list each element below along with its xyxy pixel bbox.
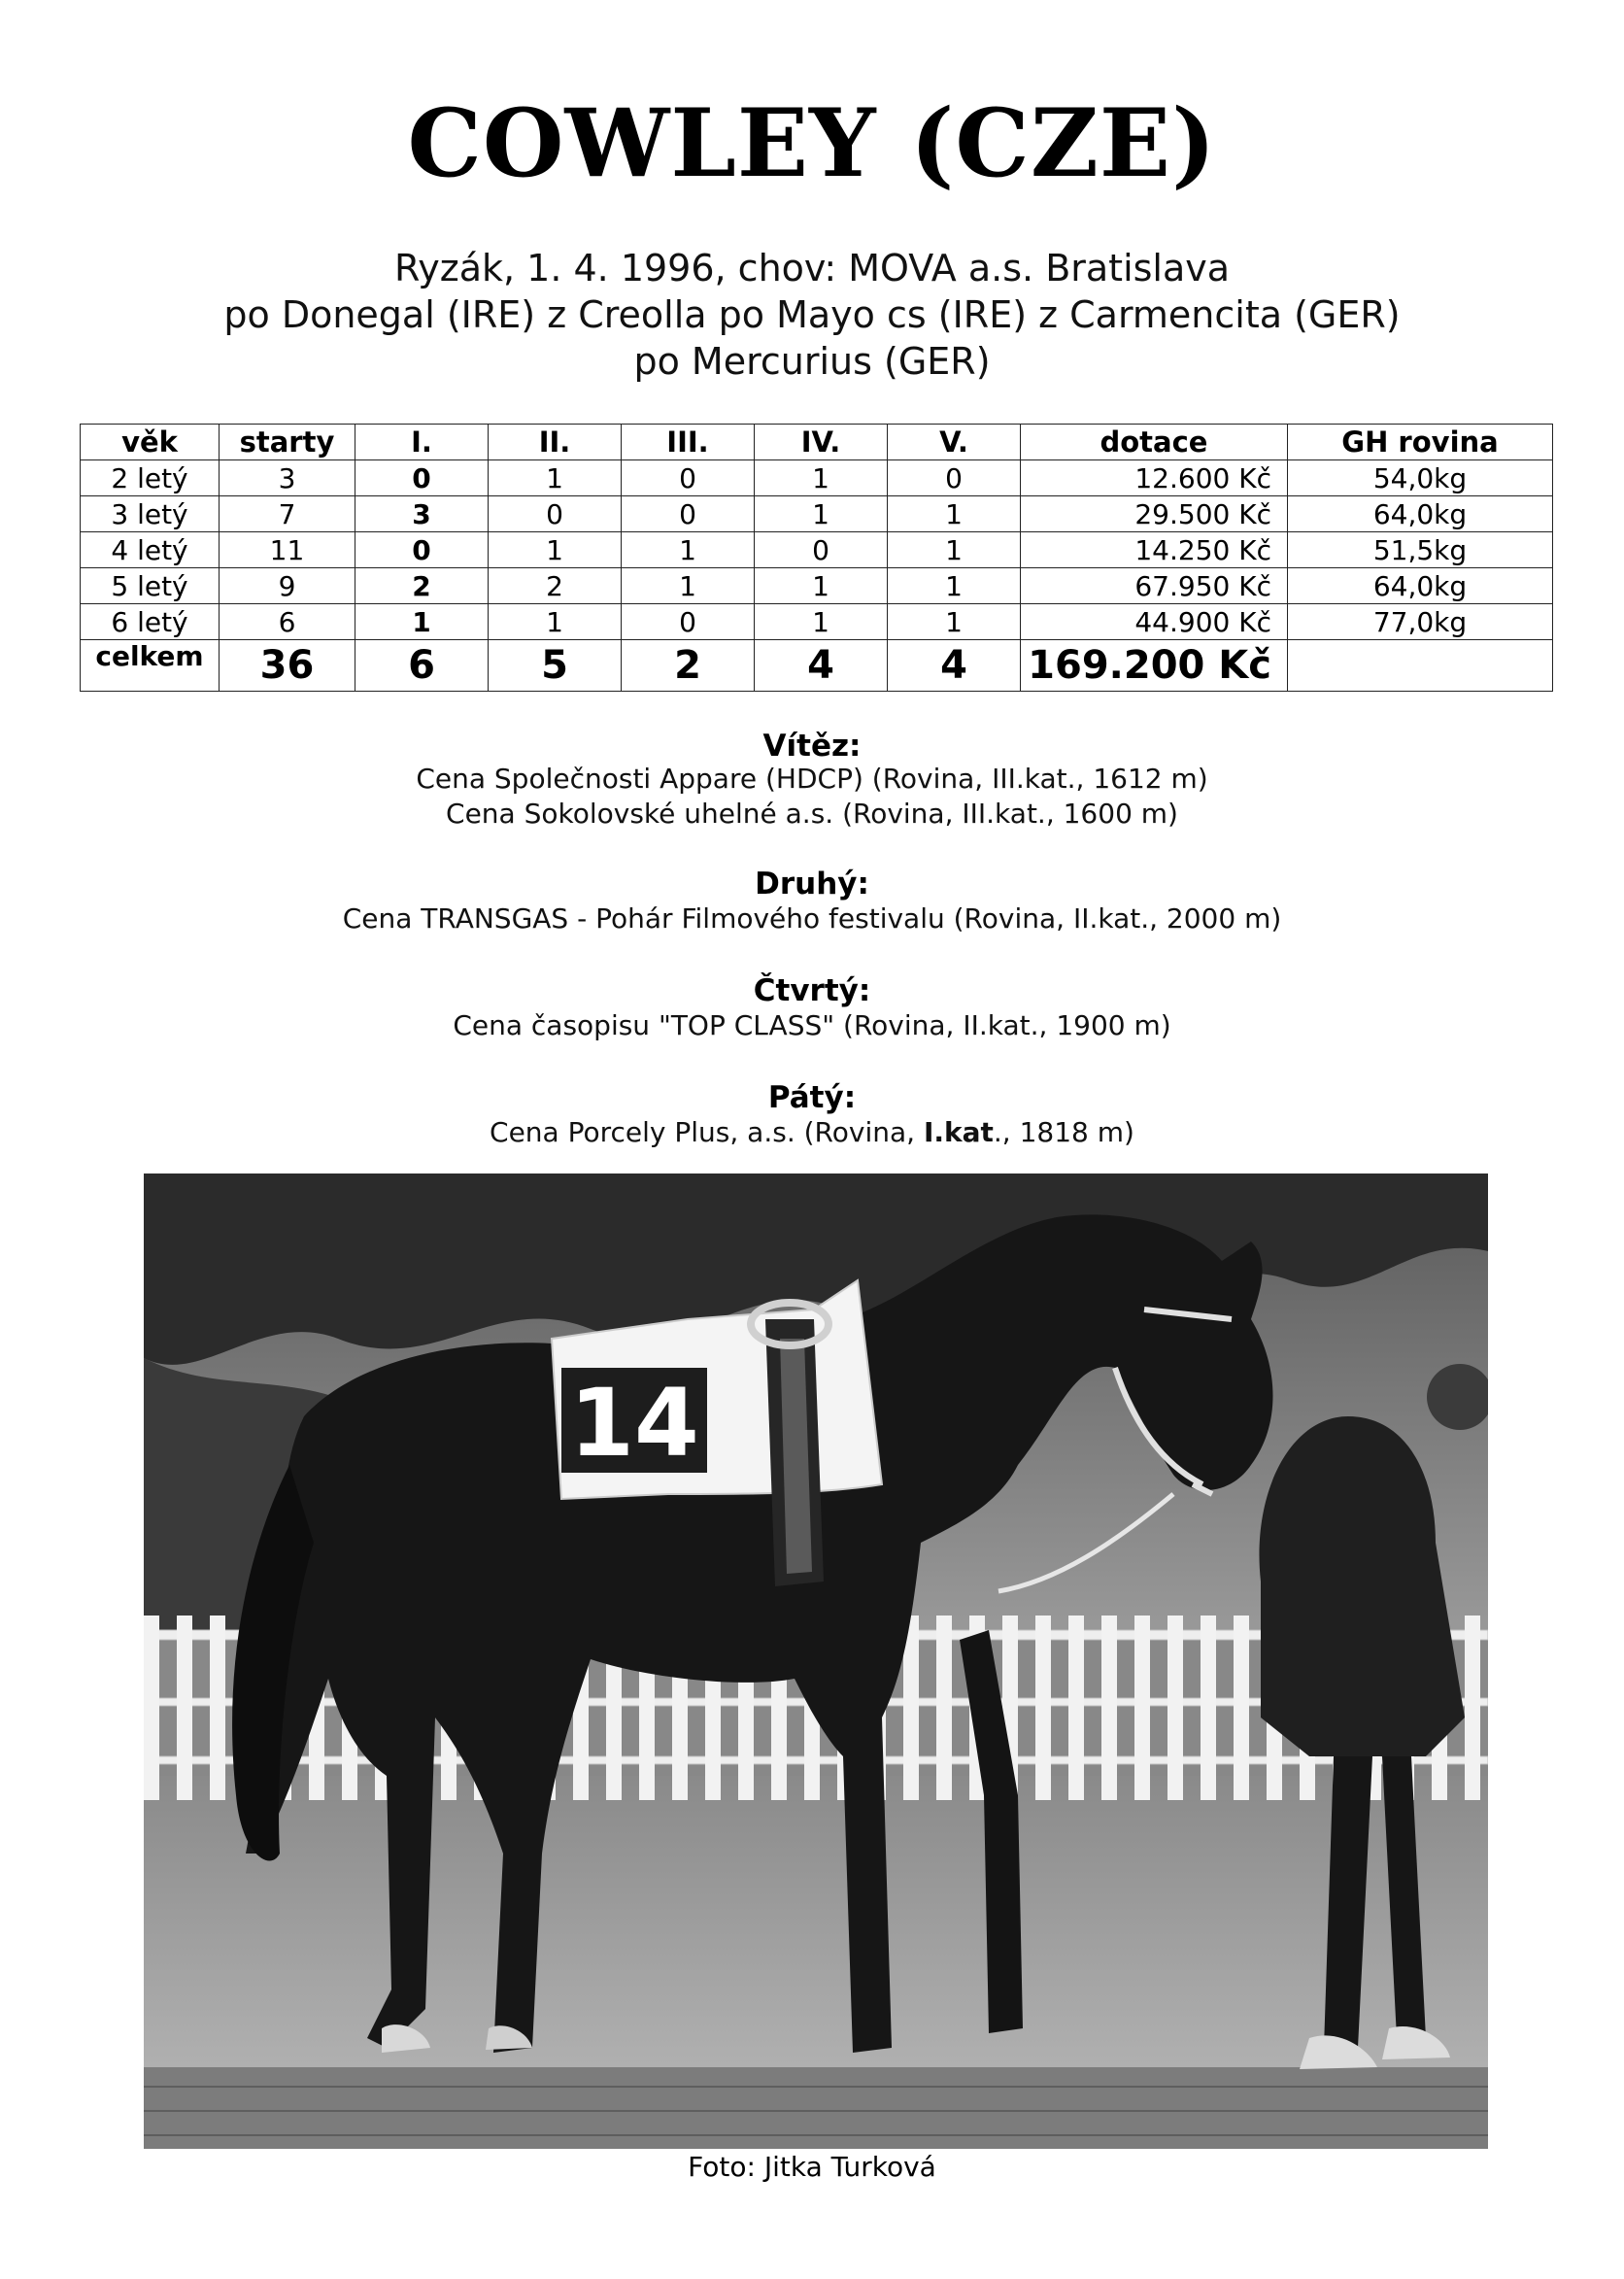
cell-starts: 11 xyxy=(220,532,355,568)
cell-prize: 12.600 Kč xyxy=(1021,460,1288,496)
winner-race-1: Cena Společnosti Appare (HDCP) (Rovina, III.kat., 1612 m) xyxy=(416,763,1208,795)
total-first: 6 xyxy=(355,640,489,692)
cell-weight: 54,0kg xyxy=(1288,460,1553,496)
cell-second: 1 xyxy=(489,460,622,496)
cell-second: 1 xyxy=(489,604,622,640)
fifth-race-text: Cena Porcely Plus, a.s. (Rovina, xyxy=(490,1116,924,1148)
cell-first: 3 xyxy=(355,496,489,532)
header-fourth: IV. xyxy=(755,425,888,460)
header-starts: starty xyxy=(220,425,355,460)
cell-fifth: 1 xyxy=(888,604,1021,640)
total-fifth: 4 xyxy=(888,640,1021,692)
cell-weight: 77,0kg xyxy=(1288,604,1553,640)
fence-picket xyxy=(144,1616,159,1800)
cell-second: 1 xyxy=(489,532,622,568)
header-second: II. xyxy=(489,425,622,460)
fifth-heading: Pátý: xyxy=(767,1080,857,1115)
photo-credit: Foto: Jitka Turková xyxy=(688,2151,936,2183)
table-header-row xyxy=(81,425,1553,460)
cell-starts: 6 xyxy=(220,604,355,640)
cell-fourth: 1 xyxy=(755,604,888,640)
cell-third: 0 xyxy=(622,460,755,496)
cell-fifth: 1 xyxy=(888,532,1021,568)
cell-third: 0 xyxy=(622,604,755,640)
table-row xyxy=(81,460,1553,496)
table-row xyxy=(81,604,1553,640)
header-handicap: GH rovina xyxy=(1288,425,1553,460)
table-row xyxy=(81,532,1553,568)
horse-info-line: Ryzák, 1. 4. 1996, chov: MOVA a.s. Bratislava xyxy=(393,247,1231,289)
total-label: celkem xyxy=(81,640,220,692)
winner-heading: Vítěz: xyxy=(762,729,862,764)
fence-picket xyxy=(1068,1616,1084,1800)
fence-picket xyxy=(1035,1616,1051,1800)
total-prize: 169.200 Kč xyxy=(1021,640,1288,692)
total-third: 2 xyxy=(622,640,755,692)
fence-picket xyxy=(936,1616,952,1800)
total-weight xyxy=(1288,640,1553,692)
cell-fourth: 1 xyxy=(755,496,888,532)
cell-weight: 64,0kg xyxy=(1288,496,1553,532)
cell-third: 1 xyxy=(622,568,755,604)
fence-picket xyxy=(1201,1616,1216,1800)
cell-second: 2 xyxy=(489,568,622,604)
page-title: COWLEY (CZE) xyxy=(407,88,1217,198)
cell-starts: 9 xyxy=(220,568,355,604)
table-row xyxy=(81,496,1553,532)
fifth-race-text-end: ., 1818 m) xyxy=(993,1116,1134,1148)
cell-first: 0 xyxy=(355,532,489,568)
second-race-1: Cena TRANSGAS - Pohár Filmového festivalu (Rovina, II.kat., 2000 m) xyxy=(342,902,1282,935)
header-fifth: V. xyxy=(888,425,1021,460)
cell-fourth: 1 xyxy=(755,460,888,496)
header-third: III. xyxy=(622,425,755,460)
fence-picket xyxy=(210,1616,225,1800)
total-fourth: 4 xyxy=(755,640,888,692)
cell-third: 1 xyxy=(622,532,755,568)
fence-picket xyxy=(1465,1616,1480,1800)
header-first: I. xyxy=(355,425,489,460)
header-age: věk xyxy=(81,425,220,460)
cell-prize: 44.900 Kč xyxy=(1021,604,1288,640)
saddle-cloth-number: 14 xyxy=(569,1369,699,1478)
cell-age: 5 letý xyxy=(81,568,220,604)
cell-prize: 14.250 Kč xyxy=(1021,532,1288,568)
fence-picket xyxy=(1234,1616,1249,1800)
horse-photo-drawing xyxy=(144,1174,1488,2149)
pedigree-line: po Donegal (IRE) z Creolla po Mayo cs (IRE) z Carmencita (GER) xyxy=(223,293,1401,336)
winner-race-2: Cena Sokolovské uhelné a.s. (Rovina, III.kat., 1600 m) xyxy=(446,798,1178,830)
cell-weight: 51,5kg xyxy=(1288,532,1553,568)
cell-first: 0 xyxy=(355,460,489,496)
cell-age: 4 letý xyxy=(81,532,220,568)
pedigree-line-2: po Mercurius (GER) xyxy=(633,340,991,383)
fence-picket xyxy=(1167,1616,1183,1800)
second-heading: Druhý: xyxy=(755,867,869,901)
fourth-heading: Čtvrtý: xyxy=(753,973,871,1008)
cell-first: 2 xyxy=(355,568,489,604)
cell-age: 3 letý xyxy=(81,496,220,532)
cell-starts: 7 xyxy=(220,496,355,532)
header-prize-money: dotace xyxy=(1021,425,1288,460)
cell-starts: 3 xyxy=(220,460,355,496)
cell-third: 0 xyxy=(622,496,755,532)
cell-first: 1 xyxy=(355,604,489,640)
cell-prize: 67.950 Kč xyxy=(1021,568,1288,604)
cell-fifth: 1 xyxy=(888,568,1021,604)
cell-fifth: 0 xyxy=(888,460,1021,496)
cell-fourth: 1 xyxy=(755,568,888,604)
fence-picket xyxy=(177,1616,192,1800)
horse-photo xyxy=(144,1174,1488,2149)
fifth-race-1 xyxy=(0,1115,1624,1150)
cell-age: 2 letý xyxy=(81,460,220,496)
total-starts: 36 xyxy=(220,640,355,692)
fence-picket xyxy=(1134,1616,1150,1800)
total-second: 5 xyxy=(489,640,622,692)
cell-fourth: 0 xyxy=(755,532,888,568)
fifth-race-category: I.kat xyxy=(923,1116,994,1148)
cell-second: 0 xyxy=(489,496,622,532)
race-stats-table xyxy=(80,424,1553,692)
fourth-race-1: Cena časopisu "TOP CLASS" (Rovina, II.kat., 1900 m) xyxy=(453,1009,1171,1041)
table-row xyxy=(81,568,1553,604)
fence-picket xyxy=(1101,1616,1117,1800)
cell-prize: 29.500 Kč xyxy=(1021,496,1288,532)
cell-fifth: 1 xyxy=(888,496,1021,532)
cell-weight: 64,0kg xyxy=(1288,568,1553,604)
cell-age: 6 letý xyxy=(81,604,220,640)
table-total-row xyxy=(81,640,1553,692)
